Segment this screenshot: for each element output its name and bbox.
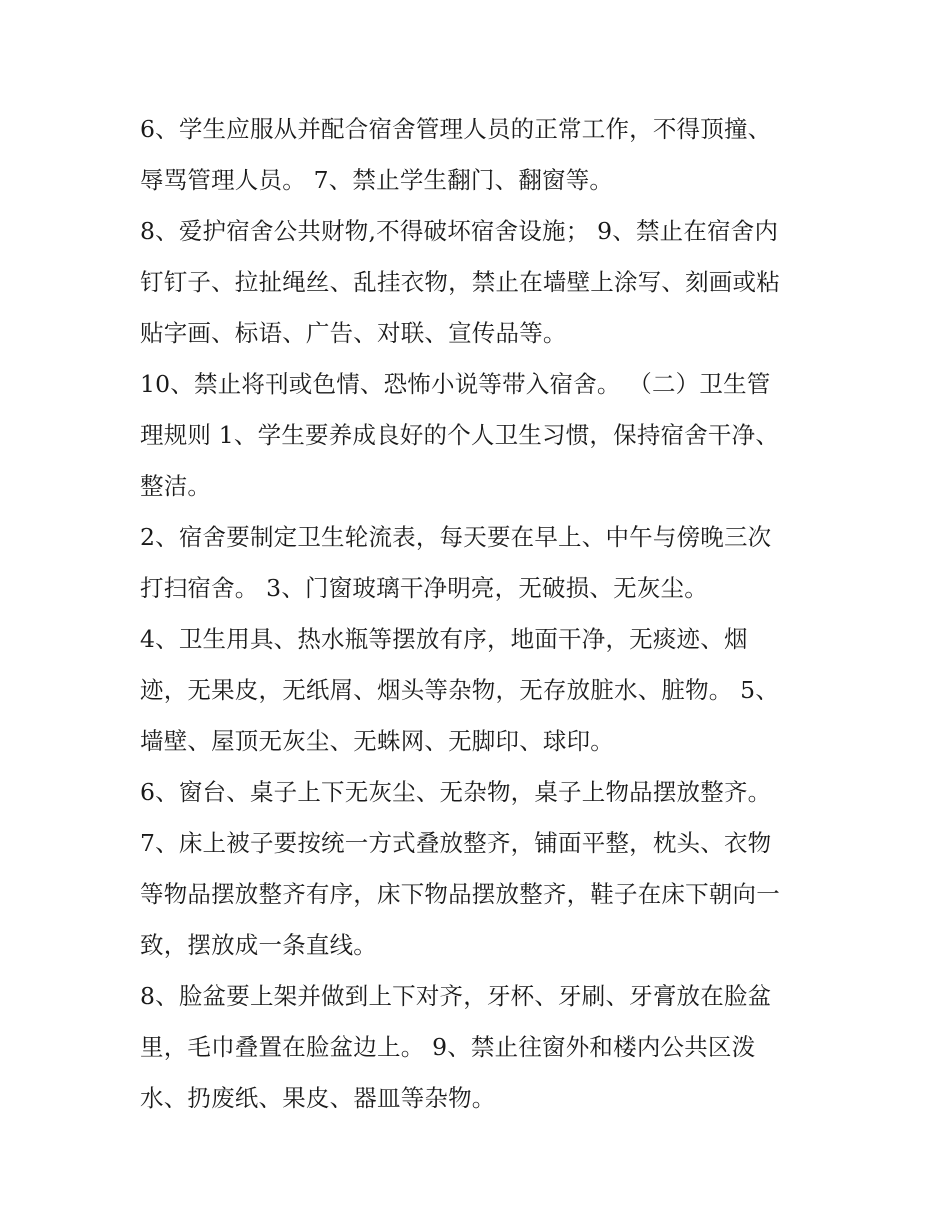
paragraph-hygiene-6	[140, 767, 830, 818]
text-line: 2、宿舍要制定卫生轮流表，每天要在早上、中午与傍晚三次	[140, 523, 772, 551]
paragraph-hygiene-2-3	[140, 512, 830, 614]
text-line: 8、脸盆要上架并做到上下对齐，牙杯、牙刷、牙膏放在脸盆	[140, 982, 772, 1010]
paragraph-hygiene-8-9	[140, 971, 830, 1124]
paragraph-rule-6-7	[140, 104, 830, 206]
text-line: 等物品摆放整齐有序，床下物品摆放整齐，鞋子在床下朝向一	[140, 880, 780, 908]
text-line: 辱骂管理人员。 7、禁止学生翻门、翻窗等。	[140, 166, 614, 194]
paragraph-hygiene-7	[140, 818, 830, 971]
text-line: 水、扔废纸、果皮、器皿等杂物。	[140, 1084, 496, 1112]
text-line: 整洁。	[140, 472, 212, 500]
text-line: 打扫宿舍。 3、门窗玻璃干净明亮，无破损、无灰尘。	[140, 574, 708, 602]
text-line: 10、禁止将刊或色情、恐怖小说等带入宿舍。 （二）卫生管	[140, 370, 771, 398]
text-line: 迹，无果皮，无纸屑、烟头等杂物，无存放脏水、脏物。 5、	[140, 676, 780, 704]
text-line: 8、爱护宿舍公共财物,不得破坏宿舍设施； 9、禁止在宿舍内	[140, 217, 779, 245]
paragraph-rule-10-hygiene-1	[140, 359, 830, 512]
text-line: 钉钉子、拉扯绳丝、乱挂衣物，禁止在墙壁上涂写、刻画或粘	[140, 268, 780, 296]
text-line: 理规则 1、学生要养成良好的个人卫生习惯，保持宿舍干净、	[140, 421, 780, 449]
text-line: 里，毛巾叠置在脸盆边上。 9、禁止往窗外和楼内公共区泼	[140, 1033, 756, 1061]
text-line: 6、窗台、桌子上下无灰尘、无杂物，桌子上物品摆放整齐。	[140, 778, 772, 806]
text-line: 4、卫生用具、热水瓶等摆放有序，地面干净，无痰迹、烟	[140, 625, 748, 653]
text-line: 贴字画、标语、广告、对联、宣传品等。	[140, 319, 567, 347]
paragraph-rule-8-9	[140, 206, 830, 359]
text-line: 墙壁、屋顶无灰尘、无蛛网、无脚印、球印。	[140, 727, 614, 755]
text-line: 7、床上被子要按统一方式叠放整齐，铺面平整，枕头、衣物	[140, 829, 772, 857]
text-line: 致，摆放成一条直线。	[140, 931, 377, 959]
document-body	[140, 104, 830, 1124]
paragraph-hygiene-4-5	[140, 614, 830, 767]
text-line: 6、学生应服从并配合宿舍管理人员的正常工作，不得顶撞、	[140, 115, 772, 143]
